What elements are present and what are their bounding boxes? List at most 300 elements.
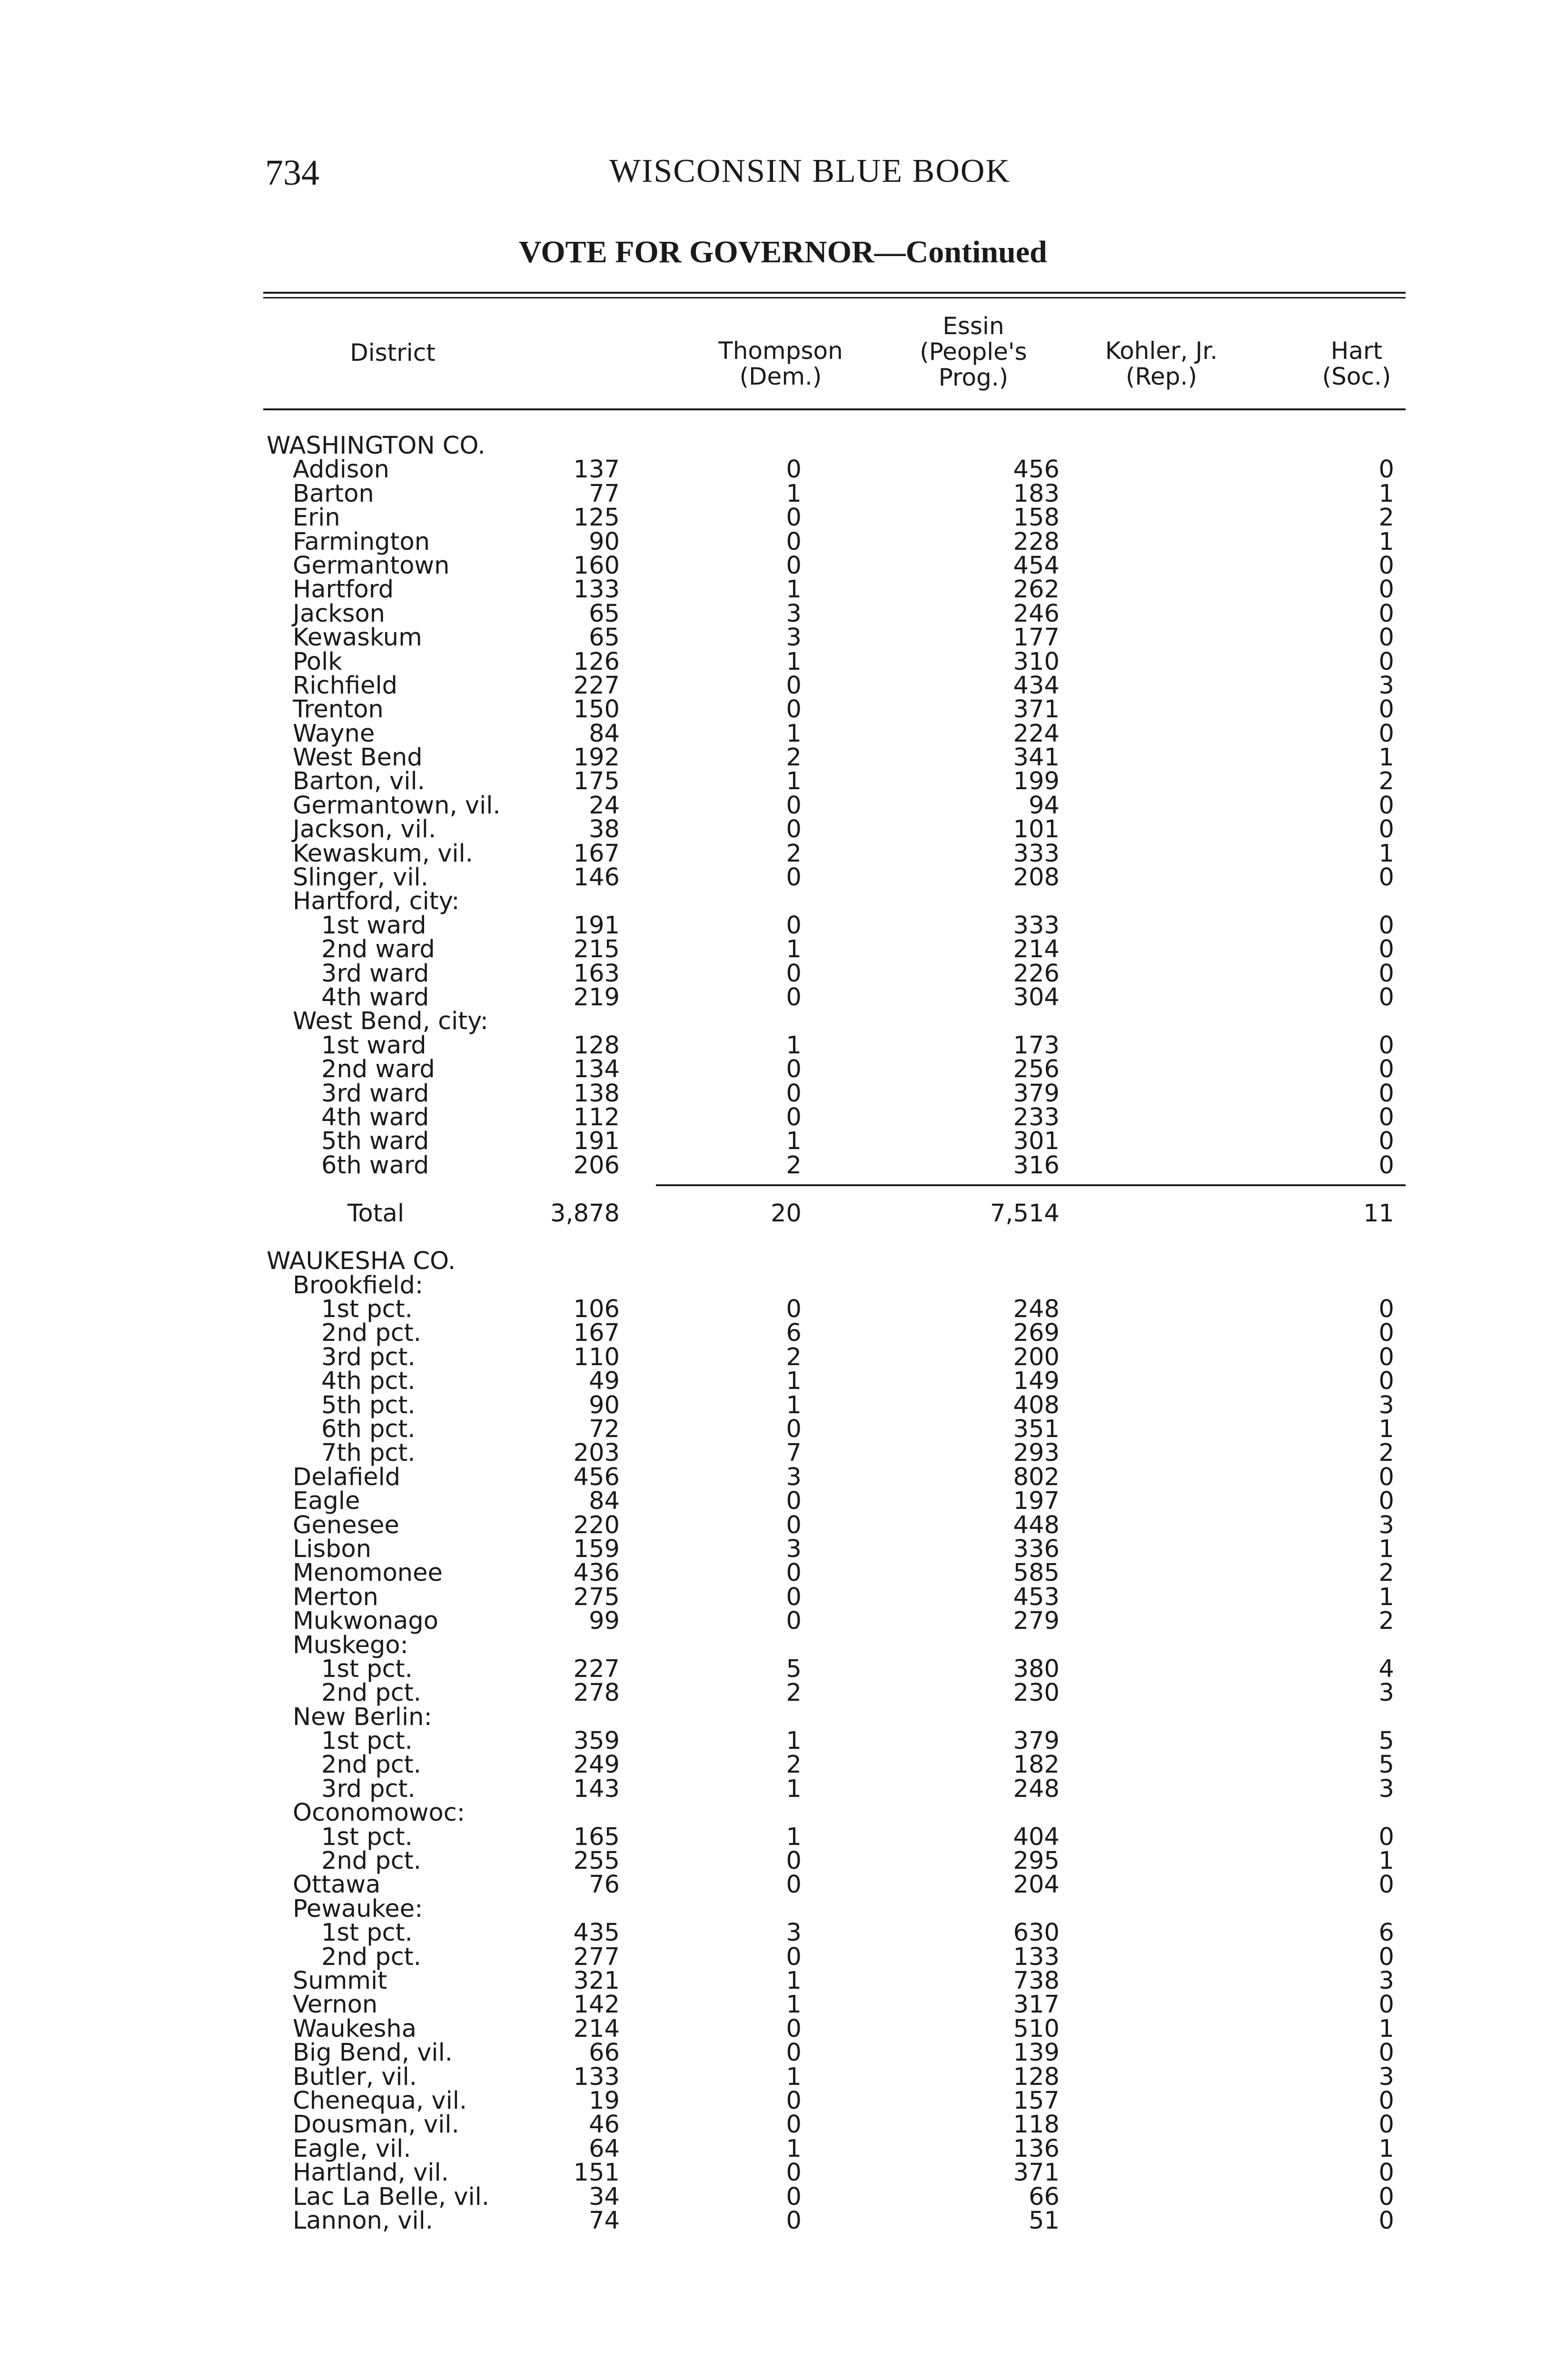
kohler-votes: 149 [1013, 1367, 1060, 1396]
table-row [267, 863, 1406, 892]
group-heading [267, 887, 1406, 916]
table-row [267, 1777, 1406, 1801]
district-name: 1st pct. [321, 1823, 413, 1851]
hart-votes: 1 [1378, 2134, 1394, 2163]
kohler-votes: 279 [1013, 1607, 1060, 1636]
thompson-votes: 106 [573, 1295, 620, 1324]
table-row [267, 935, 1406, 964]
group-heading [267, 1007, 1406, 1036]
kohler-votes: 256 [1013, 1055, 1060, 1084]
essin-votes: 1 [786, 719, 802, 748]
kohler-votes: 199 [1013, 767, 1060, 796]
essin-votes: 1 [786, 1823, 802, 1851]
district-name: Eagle, vil. [293, 2134, 411, 2163]
thompson-votes: 146 [573, 863, 620, 892]
table-row [267, 626, 1406, 650]
kohler-votes: 802 [1013, 1463, 1060, 1491]
hart-votes: 0 [1378, 935, 1394, 964]
hart-votes: 2 [1378, 1559, 1394, 1587]
table-row [267, 2206, 1406, 2235]
kohler-votes: 128 [1013, 2063, 1060, 2091]
group-heading [267, 1801, 1406, 1825]
kohler-votes: 139 [1013, 2039, 1060, 2067]
kohler-votes: 66 [1029, 2182, 1060, 2211]
essin-votes: 2 [786, 1751, 802, 1779]
table-row [267, 1127, 1406, 1156]
essin-votes: 5 [786, 1655, 802, 1683]
hart-votes: 0 [1378, 2206, 1394, 2235]
essin-votes: 2 [786, 1343, 802, 1371]
hart-votes: 2 [1378, 767, 1394, 796]
thompson-votes: 175 [573, 767, 620, 796]
hart-votes: 0 [1378, 456, 1394, 484]
table-row [267, 911, 1406, 940]
group-heading [267, 1703, 1406, 1731]
thompson-votes: 110 [573, 1343, 620, 1371]
essin-votes: 0 [786, 2086, 802, 2115]
kohler-votes: 456 [1013, 456, 1060, 484]
table-row [267, 1295, 1406, 1324]
hart-votes: 0 [1378, 2159, 1394, 2187]
kohler-votes: 380 [1013, 1655, 1060, 1683]
thompson-votes: 214 [573, 2014, 620, 2043]
essin-votes: 0 [786, 911, 802, 940]
district-name: Lac La Belle, vil. [293, 2182, 490, 2211]
essin-votes: 0 [786, 2014, 802, 2043]
district-name: 3rd pct. [321, 1775, 416, 1803]
table-row [267, 983, 1406, 1012]
kohler-votes: 246 [1013, 599, 1060, 628]
table-row [267, 2161, 1406, 2185]
table-row [267, 746, 1406, 770]
kohler-votes: 269 [1013, 1319, 1060, 1348]
kohler-votes: 317 [1013, 1991, 1060, 2019]
essin-votes: 2 [786, 839, 802, 868]
thompson-votes: 74 [589, 2206, 620, 2235]
essin-votes: 0 [786, 2111, 802, 2139]
header-top-rule [263, 292, 1406, 294]
hart-votes: 0 [1378, 1367, 1394, 1396]
hart-party: (Soc.) [1322, 363, 1391, 390]
essin-votes: 0 [786, 2159, 802, 2187]
hart-votes: 0 [1378, 695, 1394, 724]
kohler-votes: 448 [1013, 1511, 1060, 1539]
thompson-votes: 66 [589, 2039, 620, 2067]
kohler-votes: 738 [1013, 1967, 1060, 1995]
thompson-votes: 277 [573, 1943, 620, 1971]
hart-votes: 2 [1378, 1607, 1394, 1636]
district-name: 4th ward [321, 1103, 429, 1131]
district-name: 2nd ward [321, 1055, 435, 1084]
table-row [267, 2134, 1406, 2163]
district-name: Waukesha [293, 2014, 416, 2043]
thompson-votes: 84 [589, 1487, 620, 1516]
thompson-votes: 24 [589, 791, 620, 820]
hart-votes: 0 [1378, 1871, 1394, 1899]
hart-votes: 0 [1378, 647, 1394, 676]
essin-votes: 0 [786, 1511, 802, 1539]
hart-votes: 0 [1378, 815, 1394, 844]
thompson-votes: 191 [573, 911, 620, 940]
district-name: 2nd pct. [321, 1319, 421, 1348]
group-heading [267, 1631, 1406, 1659]
thompson-votes: 203 [573, 1439, 620, 1468]
hart-votes: 1 [1378, 744, 1394, 772]
district-name: Vernon [293, 1991, 378, 2019]
essin-party-line1: (People's [920, 338, 1027, 366]
essin-votes: 0 [786, 695, 802, 724]
essin-votes: 20 [771, 1199, 802, 1228]
county-heading [267, 1247, 1406, 1276]
hart-votes: 0 [1378, 1151, 1394, 1180]
thompson-votes: 227 [573, 671, 620, 700]
district-name: Erin [293, 504, 340, 532]
thompson-votes: 435 [573, 1919, 620, 1947]
essin-votes: 0 [786, 671, 802, 700]
kohler-votes: 51 [1029, 2206, 1060, 2235]
hart-votes: 0 [1378, 1823, 1394, 1851]
thompson-votes: 249 [573, 1751, 620, 1779]
table-row [267, 458, 1406, 482]
essin-votes: 2 [786, 1151, 802, 1180]
hart-votes: 1 [1378, 1583, 1394, 1611]
hart-votes: 2 [1378, 504, 1394, 532]
essin-votes: 0 [786, 551, 802, 580]
district-name: Ottawa [293, 1871, 381, 1899]
thompson-votes: 64 [589, 2134, 620, 2163]
thompson-votes: 133 [573, 575, 620, 604]
district-name: 6th pct. [321, 1415, 416, 1444]
essin-votes: 1 [786, 1391, 802, 1419]
kohler-header [1080, 338, 1242, 389]
kohler-votes: 118 [1013, 2111, 1060, 2139]
district-name: Lisbon [293, 1535, 372, 1563]
kohler-votes: 158 [1013, 504, 1060, 532]
district-name: 2nd ward [321, 935, 435, 964]
hart-votes: 5 [1378, 1751, 1394, 1779]
thompson-votes: 143 [573, 1775, 620, 1803]
thompson-votes: 112 [573, 1103, 620, 1131]
hart-votes: 0 [1378, 791, 1394, 820]
thompson-votes: 220 [573, 1511, 620, 1539]
district-name: Barton, vil. [293, 767, 425, 796]
kohler-votes: 379 [1013, 1727, 1060, 1755]
hart-votes: 0 [1378, 1991, 1394, 2019]
thompson-votes: 275 [573, 1583, 620, 1611]
district-name: Lannon, vil. [293, 2206, 433, 2235]
table-row [267, 527, 1406, 556]
kohler-votes: 173 [1013, 1031, 1060, 1060]
kohler-votes: 333 [1013, 839, 1060, 868]
hart-votes: 0 [1378, 719, 1394, 748]
district-name: Hartford [293, 575, 394, 604]
essin-votes: 1 [786, 1367, 802, 1396]
thompson-votes: 206 [573, 1151, 620, 1180]
thompson-votes: 165 [573, 1823, 620, 1851]
header-bottom-rule [263, 408, 1406, 410]
district-name: 3rd ward [321, 1079, 429, 1108]
district-name: Summit [293, 1967, 387, 1995]
table-row [267, 1969, 1406, 1993]
kohler-votes: 200 [1013, 1343, 1060, 1371]
thompson-votes: 227 [573, 1655, 620, 1683]
thompson-name: Thompson [718, 337, 843, 365]
hart-votes: 0 [1378, 1079, 1394, 1108]
essin-votes: 1 [786, 767, 802, 796]
essin-votes: 0 [786, 504, 802, 532]
essin-votes: 0 [786, 1943, 802, 1971]
hart-votes: 6 [1378, 1919, 1394, 1947]
district-name: 1st ward [321, 1031, 426, 1060]
district-name: Merton [293, 1583, 378, 1611]
hart-votes: 0 [1378, 2111, 1394, 2139]
thompson-votes: 167 [573, 839, 620, 868]
district-header [309, 340, 476, 366]
essin-votes: 1 [786, 575, 802, 604]
essin-votes: 2 [786, 1679, 802, 1707]
kohler-votes: 177 [1013, 624, 1060, 652]
thompson-votes: 151 [573, 2159, 620, 2187]
district-name: Menomonee [293, 1559, 443, 1587]
table-row [267, 2086, 1406, 2115]
essin-votes: 0 [786, 1559, 802, 1587]
hart-votes: 2 [1378, 1439, 1394, 1468]
kohler-votes: 336 [1013, 1535, 1060, 1563]
district-name: 4th ward [321, 983, 429, 1012]
hart-votes: 0 [1378, 624, 1394, 652]
essin-votes: 0 [786, 1415, 802, 1444]
total-row [267, 1199, 1406, 1228]
essin-votes: 0 [786, 1295, 802, 1324]
essin-votes: 1 [786, 2134, 802, 2163]
thompson-votes: 84 [589, 719, 620, 748]
group-heading [267, 1894, 1406, 1923]
thompson-votes: 138 [573, 1079, 620, 1108]
hart-votes: 0 [1378, 1103, 1394, 1131]
hart-votes: 1 [1378, 1535, 1394, 1563]
table-row [267, 1031, 1406, 1060]
table-row [267, 599, 1406, 628]
hart-votes: 5 [1378, 1727, 1394, 1755]
table-row [267, 1415, 1406, 1444]
essin-votes: 3 [786, 1535, 802, 1563]
table-row [267, 1079, 1406, 1108]
district-name: 5th ward [321, 1127, 429, 1156]
hart-votes: 3 [1378, 2063, 1394, 2091]
thompson-votes: 99 [589, 1607, 620, 1636]
district-name: WAUKESHA CO. [267, 1247, 456, 1276]
district-name: West Bend, city: [293, 1007, 488, 1036]
kohler-votes: 182 [1013, 1751, 1060, 1779]
kohler-votes: 214 [1013, 935, 1060, 964]
table-row [267, 2065, 1406, 2089]
table-row [267, 2041, 1406, 2065]
thompson-votes: 125 [573, 504, 620, 532]
district-name: 6th ward [321, 1151, 429, 1180]
spacer [267, 1178, 1406, 1201]
kohler-votes: 208 [1013, 863, 1060, 892]
spacer [267, 1226, 1406, 1250]
thompson-votes: 34 [589, 2182, 620, 2211]
kohler-votes: 230 [1013, 1679, 1060, 1707]
essin-votes: 0 [786, 2182, 802, 2211]
thompson-votes: 167 [573, 1319, 620, 1348]
essin-votes: 1 [786, 647, 802, 676]
district-name: Eagle [293, 1487, 360, 1516]
kohler-votes: 371 [1013, 2159, 1060, 2187]
kohler-name: Kohler, Jr. [1105, 337, 1218, 365]
hart-votes: 1 [1378, 479, 1394, 508]
hart-votes: 0 [1378, 911, 1394, 940]
thompson-votes: 255 [573, 1847, 620, 1875]
table-row [267, 1343, 1406, 1371]
kohler-votes: 333 [1013, 911, 1060, 940]
essin-votes: 0 [786, 1103, 802, 1131]
table-row [267, 1103, 1406, 1131]
thompson-votes: 3,878 [550, 1199, 620, 1228]
table-row [267, 1319, 1406, 1348]
district-name: Mukwonago [293, 1607, 438, 1636]
hart-votes: 0 [1378, 1127, 1394, 1156]
header-top-rule-2 [263, 297, 1406, 298]
table-row [267, 647, 1406, 676]
hart-votes: 0 [1378, 983, 1394, 1012]
hart-votes: 0 [1378, 1319, 1394, 1348]
hart-votes: 0 [1378, 2182, 1394, 2211]
kohler-votes: 204 [1013, 1871, 1060, 1899]
district-name: Farmington [293, 527, 430, 556]
district-name: Big Bend, vil. [293, 2039, 453, 2067]
essin-votes: 0 [786, 2039, 802, 2067]
district-name: Delafield [293, 1463, 401, 1491]
district-name: Kewaskum [293, 624, 422, 652]
hart-votes: 0 [1378, 1463, 1394, 1491]
essin-votes: 1 [786, 1991, 802, 2019]
table-row [267, 1945, 1406, 1969]
district-name: Barton [293, 479, 374, 508]
hart-header [1299, 338, 1414, 389]
kohler-votes: 408 [1013, 1391, 1060, 1419]
kohler-votes: 7,514 [990, 1199, 1060, 1228]
essin-votes: 0 [786, 791, 802, 820]
table-row [267, 1681, 1406, 1705]
district-name: Hartland, vil. [293, 2159, 449, 2187]
kohler-votes: 351 [1013, 1415, 1060, 1444]
table-row [267, 551, 1406, 580]
thompson-votes: 150 [573, 695, 620, 724]
thompson-votes: 49 [589, 1367, 620, 1396]
thompson-votes: 38 [589, 815, 620, 844]
hart-votes: 3 [1378, 1511, 1394, 1539]
thompson-votes: 19 [589, 2086, 620, 2115]
essin-party-line2: Prog.) [938, 364, 1009, 391]
kohler-votes: 316 [1013, 1151, 1060, 1180]
hart-votes: 0 [1378, 2039, 1394, 2067]
hart-votes: 0 [1378, 863, 1394, 892]
table-row [267, 2182, 1406, 2211]
kohler-votes: 293 [1013, 1439, 1060, 1468]
hart-votes: 1 [1378, 839, 1394, 868]
hart-votes: 0 [1378, 1487, 1394, 1516]
table-row [267, 695, 1406, 724]
thompson-header [690, 338, 871, 389]
kohler-votes: 183 [1013, 479, 1060, 508]
thompson-votes: 215 [573, 935, 620, 964]
essin-votes: 3 [786, 599, 802, 628]
district-name: 2nd pct. [321, 1679, 421, 1707]
essin-votes: 0 [786, 1055, 802, 1084]
kohler-votes: 224 [1013, 719, 1060, 748]
thompson-votes: 72 [589, 1415, 620, 1444]
essin-votes: 1 [786, 479, 802, 508]
thompson-votes: 128 [573, 1031, 620, 1060]
essin-votes: 0 [786, 863, 802, 892]
hart-votes: 1 [1378, 527, 1394, 556]
thompson-votes: 76 [589, 1871, 620, 1899]
district-name: 1st pct. [321, 1919, 413, 1947]
group-heading [267, 1271, 1406, 1299]
thompson-votes: 77 [589, 479, 620, 508]
essin-votes: 2 [786, 744, 802, 772]
essin-votes: 0 [786, 1583, 802, 1611]
table-row [267, 671, 1406, 700]
kohler-votes: 226 [1013, 959, 1060, 988]
kohler-votes: 454 [1013, 551, 1060, 580]
district-name: 5th pct. [321, 1391, 416, 1419]
district-name: Polk [293, 647, 342, 676]
district-name: Genesee [293, 1511, 399, 1539]
district-name: 3rd ward [321, 959, 429, 988]
thompson-votes: 192 [573, 744, 620, 772]
table-row [267, 2014, 1406, 2043]
thompson-votes: 90 [589, 527, 620, 556]
table-row [267, 1993, 1406, 2017]
thompson-votes: 137 [573, 456, 620, 484]
kohler-votes: 94 [1029, 791, 1060, 820]
table-row [267, 1849, 1406, 1873]
essin-votes: 1 [786, 1031, 802, 1060]
table-row [267, 1487, 1406, 1516]
kohler-votes: 233 [1013, 1103, 1060, 1131]
essin-votes: 0 [786, 1607, 802, 1636]
hart-votes: 0 [1378, 551, 1394, 580]
thompson-votes: 65 [589, 624, 620, 652]
table-row [267, 1921, 1406, 1945]
essin-votes: 1 [786, 1967, 802, 1995]
kohler-votes: 136 [1013, 2134, 1060, 2163]
table-row [267, 1607, 1406, 1636]
hart-votes: 3 [1378, 1679, 1394, 1707]
table-row [267, 959, 1406, 988]
district-name: 3rd pct. [321, 1343, 416, 1371]
table-row [267, 815, 1406, 844]
essin-votes: 0 [786, 1487, 802, 1516]
essin-votes: 3 [786, 624, 802, 652]
district-name: Addison [293, 456, 390, 484]
thompson-votes: 159 [573, 1535, 620, 1563]
hart-votes: 3 [1378, 1775, 1394, 1803]
essin-votes: 0 [786, 983, 802, 1012]
essin-votes: 1 [786, 935, 802, 964]
hart-votes: 3 [1378, 671, 1394, 700]
district-name: Germantown, vil. [293, 791, 501, 820]
kohler-votes: 157 [1013, 2086, 1060, 2115]
thompson-votes: 321 [573, 1967, 620, 1995]
table-row [267, 1825, 1406, 1849]
table-row [267, 479, 1406, 508]
hart-votes: 1 [1378, 1847, 1394, 1875]
table-row [267, 1367, 1406, 1396]
